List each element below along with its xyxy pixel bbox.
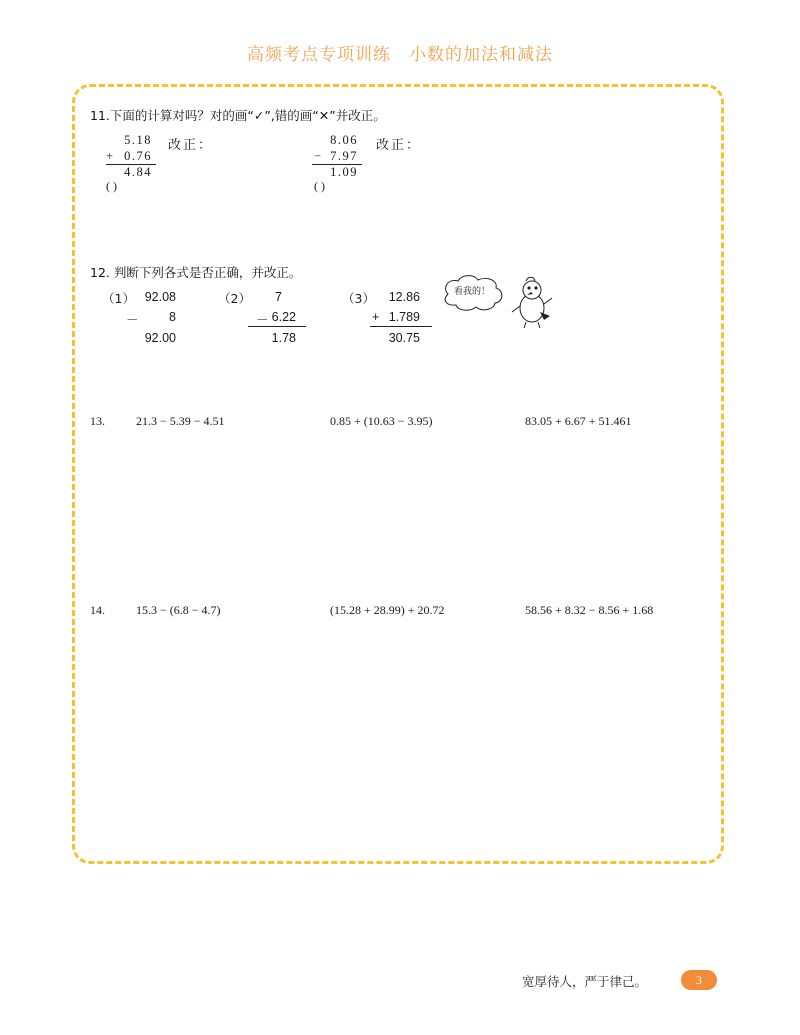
q14-expr-2: (15.28 + 28.99) + 20.72	[330, 603, 445, 617]
q12-p2-result: 1.78	[271, 331, 296, 345]
cartoon-illustration	[440, 272, 560, 332]
q12-p3-b: 1.789	[388, 310, 420, 324]
q11-p1-a: 5.18	[124, 133, 152, 147]
q12-p3-result: 30.75	[388, 331, 420, 345]
q11-p2-result: 1.09	[330, 165, 358, 179]
q14-expr-1: 15.3 − (6.8 − 4.7)	[136, 603, 221, 617]
q12-p1-label: （1）	[102, 291, 135, 306]
q11-p1-result: 4.84	[124, 165, 152, 179]
speech-bubble-text: 看我的！	[454, 287, 491, 297]
q12-p2-a: 7	[275, 290, 282, 304]
q12-p3-a: 12.86	[388, 290, 420, 304]
q12-p2-label: （2）	[218, 291, 251, 306]
q11-p1-correct-label: 改正：	[168, 138, 214, 153]
q12-p1-b: 8	[169, 310, 176, 324]
q13-expr-2: 0.85 + (10.63 − 3.95)	[330, 414, 433, 428]
q12-p2-line	[248, 326, 306, 327]
worksheet-frame	[72, 84, 724, 864]
q12-p1-op: －	[126, 313, 139, 327]
q12-title: 12. 判断下列各式是否正确，并改正。	[90, 265, 302, 280]
page-header-title: 高频考点专项训练 小数的加法和减法	[247, 45, 553, 65]
cartoon-character-icon	[440, 272, 560, 332]
q12-p3-op: +	[372, 310, 380, 324]
q11-p2-a: 8.06	[330, 133, 358, 147]
q11-p2-correct-label: 改正：	[376, 138, 422, 153]
q11-p2-op: −	[314, 149, 322, 163]
q11-p2-answer-paren[interactable]: ( )	[314, 179, 325, 193]
q11-p1-b: 0.76	[124, 149, 152, 163]
q14-number: 14.	[90, 603, 105, 617]
q12-p2-op: －	[256, 313, 269, 327]
q12-p3-label: （3）	[342, 291, 375, 306]
q11-p1-op: +	[106, 149, 114, 163]
q13-expr-3: 83.05 + 6.67 + 51.461	[525, 414, 632, 428]
q12-p3-line	[370, 326, 432, 327]
q12-p1-a: 92.08	[144, 290, 176, 304]
page-number-badge: 3	[681, 970, 717, 990]
q11-p1-answer-paren[interactable]: ( )	[106, 179, 117, 193]
q12-p1-result: 92.00	[144, 331, 176, 345]
footer-motto: 宽厚待人，严于律己。	[522, 974, 648, 989]
q14-expr-3: 58.56 + 8.32 − 8.56 + 1.68	[525, 603, 654, 617]
q13-expr-1: 21.3 − 5.39 − 4.51	[136, 414, 225, 428]
q11-title: 11.下面的计算对吗？对的画“✓”,错的画“✕”并改正。	[90, 108, 386, 123]
q12-p2-b: 6.22	[271, 310, 296, 324]
q11-p2-b: 7.97	[330, 149, 358, 163]
q13-number: 13.	[90, 414, 105, 428]
